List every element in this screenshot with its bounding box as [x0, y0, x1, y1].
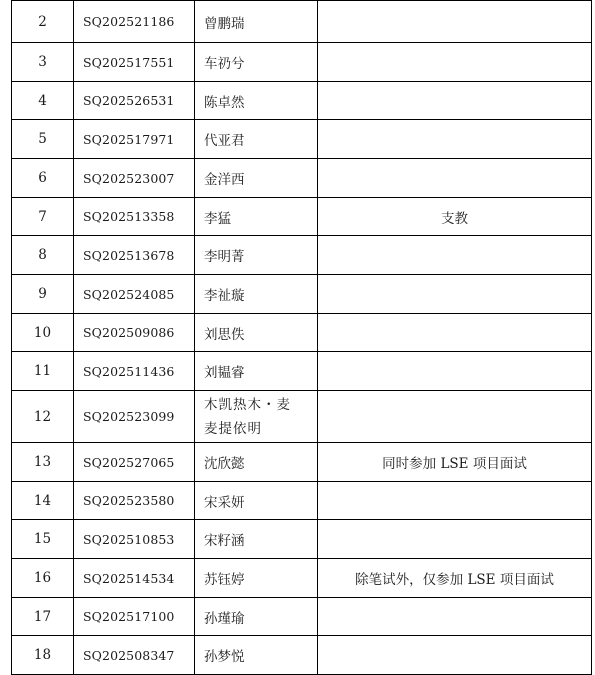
row-number: 18 [12, 636, 74, 675]
remark: 支教 [318, 198, 592, 236]
application-id: SQ202517551 [74, 43, 195, 82]
remark [318, 352, 592, 391]
table-row [12, 559, 592, 598]
candidate-name: 刘思佚 [195, 314, 318, 352]
remark [318, 636, 592, 675]
remark [318, 391, 592, 443]
table-row [12, 1, 592, 43]
remark [318, 598, 592, 636]
row-number: 9 [12, 275, 74, 314]
candidate-name: 车礽兮 [195, 43, 318, 82]
row-number: 15 [12, 520, 74, 559]
application-id: SQ202517971 [74, 120, 195, 159]
application-id: SQ202524085 [74, 275, 195, 314]
candidate-name: 孙瑾瑜 [195, 598, 318, 636]
row-number: 5 [12, 120, 74, 159]
row-number: 7 [12, 198, 74, 236]
remark [318, 43, 592, 82]
table-row [12, 236, 592, 275]
application-id: SQ202523099 [74, 391, 195, 443]
row-number: 8 [12, 236, 74, 275]
remark [318, 275, 592, 314]
row-number: 4 [12, 82, 74, 120]
remark [318, 159, 592, 198]
application-id: SQ202511436 [74, 352, 195, 391]
row-number: 6 [12, 159, 74, 198]
application-id: SQ202527065 [74, 443, 195, 482]
candidate-name: 金洋西 [195, 159, 318, 198]
candidate-name: 李明菁 [195, 236, 318, 275]
row-number: 17 [12, 598, 74, 636]
application-id: SQ202513358 [74, 198, 195, 236]
row-number: 3 [12, 43, 74, 82]
candidate-name-line-2: 麦提依明 [204, 420, 262, 437]
application-id: SQ202509086 [74, 314, 195, 352]
candidate-name: 李猛 [195, 198, 318, 236]
table-row [12, 391, 592, 443]
table-row [12, 314, 592, 352]
table-row [12, 482, 592, 520]
remark: 除笔试外，仅参加 LSE 项目面试 [318, 559, 592, 598]
candidate-name: 宋采妍 [195, 482, 318, 520]
remark [318, 482, 592, 520]
application-id: SQ202521186 [74, 1, 195, 43]
application-id: SQ202523007 [74, 159, 195, 198]
table-row [12, 120, 592, 159]
application-id: SQ202517100 [74, 598, 195, 636]
row-number: 10 [12, 314, 74, 352]
row-number: 11 [12, 352, 74, 391]
table-row [12, 443, 592, 482]
application-id: SQ202526531 [74, 82, 195, 120]
candidate-name: 曾鹏瑞 [195, 1, 318, 43]
candidate-name-line-1: 木凯热木・麦 [204, 396, 291, 413]
remark [318, 520, 592, 559]
table-row [12, 636, 592, 675]
remark [318, 82, 592, 120]
application-id: SQ202514534 [74, 559, 195, 598]
remark [318, 1, 592, 43]
table-row [12, 43, 592, 82]
application-id: SQ202523580 [74, 482, 195, 520]
remark: 同时参加 LSE 项目面试 [318, 443, 592, 482]
application-id: SQ202510853 [74, 520, 195, 559]
row-number: 2 [12, 1, 74, 43]
table-row [12, 275, 592, 314]
candidate-name: 代亚君 [195, 120, 318, 159]
application-id: SQ202508347 [74, 636, 195, 675]
table-row [12, 352, 592, 391]
row-number: 14 [12, 482, 74, 520]
row-number: 16 [12, 559, 74, 598]
candidate-name: 陈卓然 [195, 82, 318, 120]
candidate-name [195, 391, 318, 443]
remark [318, 314, 592, 352]
candidate-name: 宋籽涵 [195, 520, 318, 559]
candidate-name: 孙梦悦 [195, 636, 318, 675]
candidate-name: 刘韫睿 [195, 352, 318, 391]
candidate-name: 沈欣懿 [195, 443, 318, 482]
table-row [12, 159, 592, 198]
table-row [12, 598, 592, 636]
table-row [12, 520, 592, 559]
candidate-table [11, 0, 592, 675]
application-id: SQ202513678 [74, 236, 195, 275]
row-number: 12 [12, 391, 74, 443]
row-number: 13 [12, 443, 74, 482]
candidate-name: 李祉璇 [195, 275, 318, 314]
table-row [12, 198, 592, 236]
table-row [12, 82, 592, 120]
remark [318, 236, 592, 275]
remark [318, 120, 592, 159]
candidate-name: 苏钰婷 [195, 559, 318, 598]
